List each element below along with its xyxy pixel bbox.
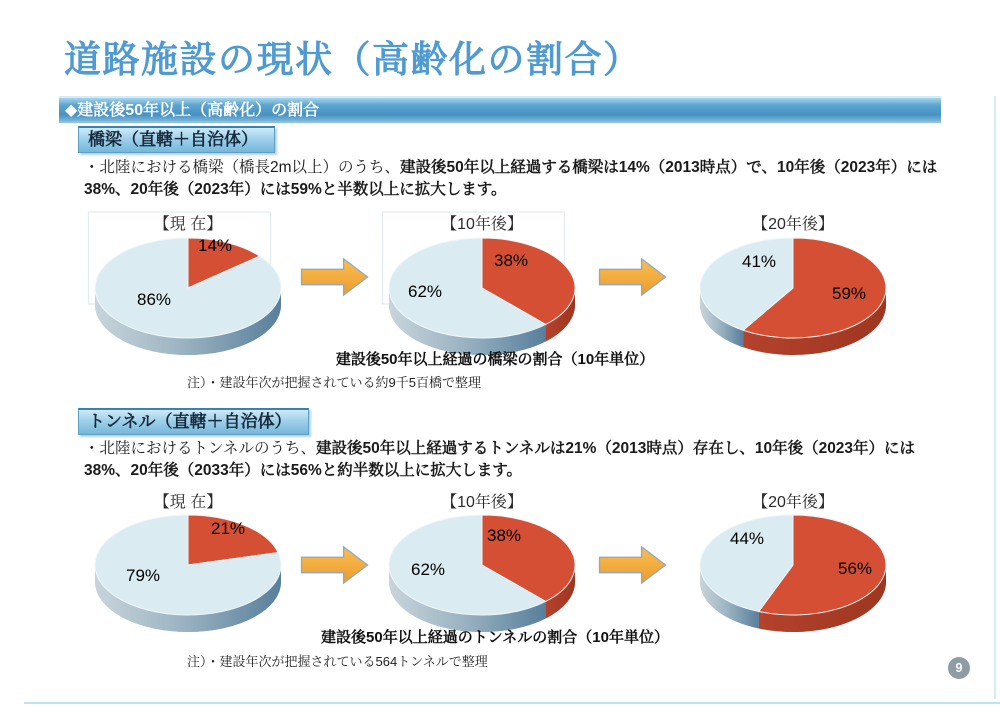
bridge-pie-10yr [382, 208, 582, 368]
tunnel-pie-20yr [693, 485, 893, 645]
bridge-pie-present-title: 【現 在】 [153, 216, 223, 233]
bridge-note: 注）・建設年次が把握されている約9千5百橋で整理 [187, 375, 481, 390]
svg-text:59%: 59% [831, 284, 867, 303]
tunnel-pie-10yr-title: 【10年後】 [441, 494, 523, 511]
bridge-description-normal: ・北陸における橋梁（橋長2m以上）のうち、 [84, 159, 401, 176]
tunnel-description-normal: ・北陸におけるトンネルのうち、 [84, 440, 317, 457]
svg-text:86%: 86% [136, 290, 172, 309]
tunnel-section-tag: トンネル（直轄＋自治体） [78, 408, 309, 435]
arrow-right-icon [596, 543, 670, 587]
section-banner: ◆建設後50年以上（高齢化）の割合 [59, 96, 941, 123]
page-edge-right [994, 96, 996, 699]
tunnel-chart-caption: 建設後50年以上経過のトンネルの割合（10年単位） [321, 629, 669, 646]
tunnel-pie-10yr [382, 485, 582, 645]
svg-text:21%: 21% [210, 519, 246, 538]
arrow-right-icon [596, 255, 670, 299]
svg-text:14%: 14% [197, 236, 233, 255]
svg-text:44%: 44% [729, 529, 765, 548]
bridge-chart-caption: 建設後50年以上経過の橋梁の割合（10年単位） [335, 351, 655, 368]
svg-text:38%: 38% [486, 526, 522, 545]
page-edge-bottom [24, 702, 1000, 704]
tunnel-description-bold: 建設後50年以上経過するトンネルは21%（2013時点）存在し、10年後（2023年）には38%、20年後（2033年）には56%と約半数以上に拡大します。 [84, 440, 916, 479]
tunnel-note: 注）・建設年次が把握されている564トンネルで整理 [187, 654, 488, 669]
bridge-pie-20yr-title: 【20年後】 [752, 216, 834, 233]
tunnel-pie-present [88, 485, 288, 645]
svg-text:56%: 56% [837, 559, 873, 578]
page-title: 道路施設の現状（高齢化の割合） [64, 39, 642, 80]
tunnel-description [84, 438, 952, 481]
tunnel-pie-present-title: 【現 在】 [153, 494, 223, 511]
svg-text:41%: 41% [741, 252, 777, 271]
svg-text:62%: 62% [410, 560, 446, 579]
bridge-pie-10yr-title: 【10年後】 [441, 216, 523, 233]
bridge-pie-20yr [693, 208, 893, 368]
bridge-description [84, 157, 952, 200]
bridge-section-tag: 橋梁（直轄＋自治体） [78, 126, 275, 153]
svg-text:79%: 79% [125, 566, 161, 585]
page-number-badge: 9 [948, 657, 970, 679]
arrow-right-icon [298, 543, 372, 587]
svg-text:62%: 62% [407, 282, 443, 301]
tunnel-pie-20yr-title: 【20年後】 [752, 494, 834, 511]
svg-text:38%: 38% [493, 251, 529, 270]
arrow-right-icon [298, 255, 372, 299]
bridge-pie-present [88, 208, 288, 368]
bridge-description-bold: 建設後50年以上経過する橋梁は14%（2013時点）で、10年後（2023年）には38%、20年後（2023年）には59%と半数以上に拡大します。 [84, 159, 938, 198]
